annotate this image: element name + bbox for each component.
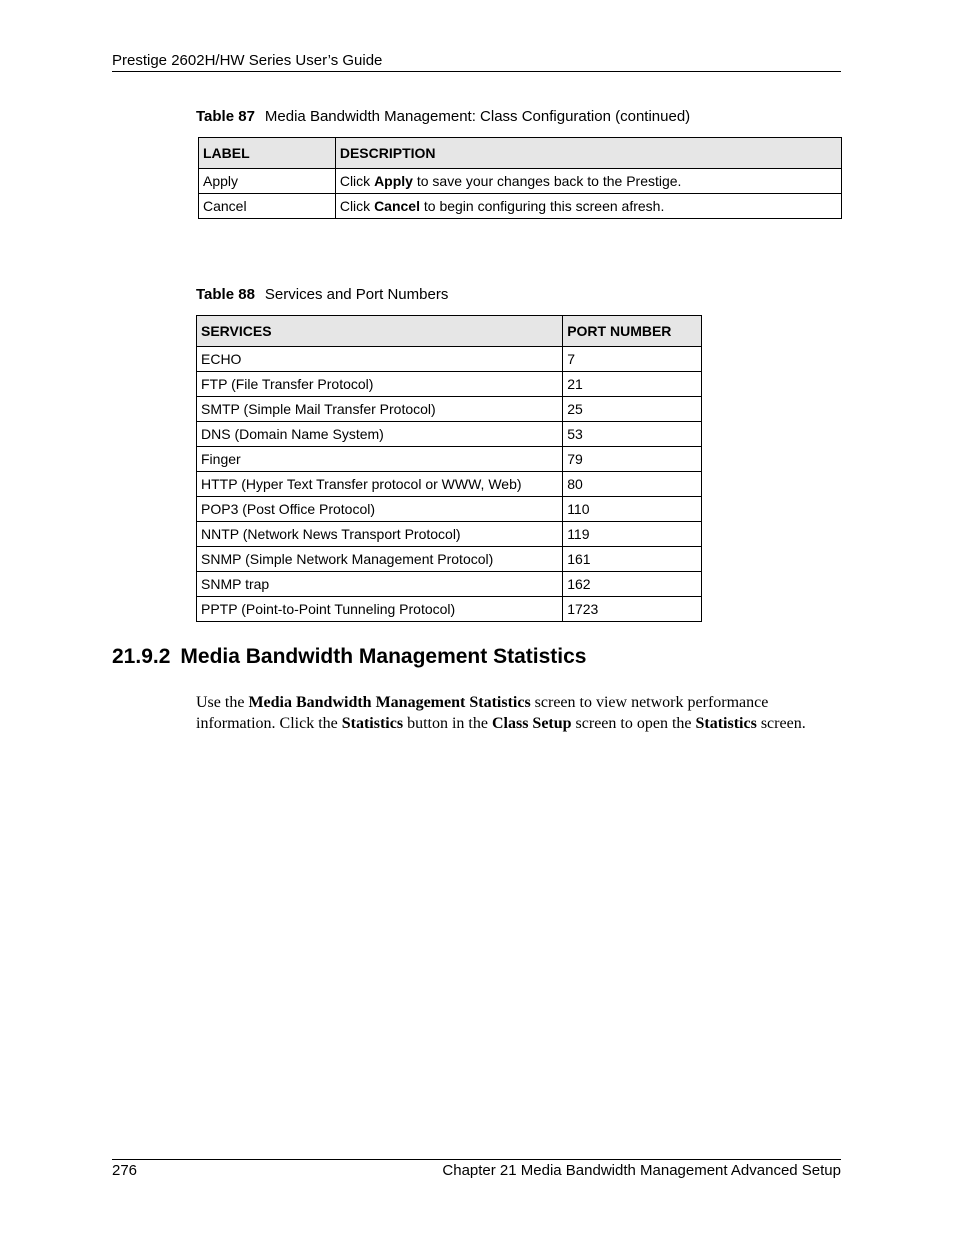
table-88 — [196, 315, 702, 622]
table-row — [199, 194, 842, 219]
paragraph-text: button in the — [403, 714, 492, 732]
port-cell: 110 — [563, 497, 702, 522]
paragraph-bold: Statistics — [695, 714, 757, 732]
port-cell: 7 — [563, 347, 702, 372]
table-row — [197, 447, 702, 472]
section-title: Media Bandwidth Management Statistics — [180, 645, 587, 668]
port-cell: 53 — [563, 422, 702, 447]
table-87 — [198, 137, 842, 219]
column-header-label: LABEL — [199, 138, 336, 169]
table-88-title: Services and Port Numbers — [264, 286, 449, 303]
port-cell: 161 — [563, 547, 702, 572]
service-cell: ECHO — [197, 347, 563, 372]
paragraph-text: screen to view network performance information. Click the — [196, 694, 769, 732]
service-cell: SMTP (Simple Mail Transfer Protocol) — [197, 397, 563, 422]
table-88-caption — [196, 286, 448, 303]
port-cell: 80 — [563, 472, 702, 497]
table-row — [197, 497, 702, 522]
table-row — [197, 547, 702, 572]
description-text: Click — [339, 173, 375, 189]
header-rule — [112, 71, 841, 72]
description-cell — [335, 194, 841, 219]
section-heading — [112, 645, 586, 669]
service-cell: POP3 (Post Office Protocol) — [197, 497, 563, 522]
port-cell: 79 — [563, 447, 702, 472]
service-cell: SNMP (Simple Network Management Protocol) — [197, 547, 563, 572]
port-cell: 21 — [563, 372, 702, 397]
description-bold: Apply — [374, 173, 413, 189]
paragraph-bold: Class Setup — [491, 714, 572, 732]
port-cell: 162 — [563, 572, 702, 597]
table-87-caption — [196, 108, 690, 125]
table-row — [199, 169, 842, 194]
service-cell: NNTP (Network News Transport Protocol) — [197, 522, 563, 547]
table-row — [197, 397, 702, 422]
paragraph-bold: Media Bandwidth Management Statistics — [248, 694, 531, 711]
description-text: to save your changes back to the Prestige. — [412, 173, 682, 189]
service-cell: DNS (Domain Name System) — [197, 422, 563, 447]
section-number: 21.9.2 — [112, 645, 171, 668]
description-cell — [335, 169, 841, 194]
table-87-number: Table 87 — [196, 108, 255, 125]
paragraph-text: Use the — [196, 694, 249, 711]
running-footer: Chapter 21 Media Bandwidth Management Advanced Setup — [442, 1162, 841, 1179]
table-87-title: Media Bandwidth Management: Class Configuration (continued) — [264, 108, 691, 125]
description-text: Click — [339, 198, 375, 214]
body-paragraph — [196, 693, 841, 734]
description-bold: Cancel — [374, 198, 420, 214]
service-cell: Finger — [197, 447, 563, 472]
paragraph-bold: Statistics — [341, 714, 404, 732]
label-cell: Cancel — [199, 194, 336, 219]
service-cell: HTTP (Hyper Text Transfer protocol or WWW, Web) — [197, 472, 563, 497]
page-number: 276 — [112, 1162, 138, 1179]
footer-rule — [112, 1159, 841, 1160]
column-header-services: SERVICES — [197, 316, 563, 347]
paragraph-text: screen to open the — [571, 714, 696, 732]
table-row — [197, 472, 702, 497]
table-row — [197, 372, 702, 397]
service-cell: SNMP trap — [197, 572, 563, 597]
table-row — [197, 572, 702, 597]
table-row — [197, 347, 702, 372]
running-header: Prestige 2602H/HW Series User’s Guide — [112, 52, 383, 69]
table-row — [197, 522, 702, 547]
table-header-row — [199, 138, 842, 169]
table-88-number: Table 88 — [196, 286, 255, 303]
column-header-port-number: PORT NUMBER — [563, 316, 702, 347]
label-cell: Apply — [199, 169, 336, 194]
port-cell: 25 — [563, 397, 702, 422]
port-cell: 1723 — [563, 597, 702, 622]
table-header-row — [197, 316, 702, 347]
service-cell: PPTP (Point-to-Point Tunneling Protocol) — [197, 597, 563, 622]
column-header-description: DESCRIPTION — [335, 138, 841, 169]
paragraph-text: screen. — [756, 714, 806, 732]
service-cell: FTP (File Transfer Protocol) — [197, 372, 563, 397]
port-cell: 119 — [563, 522, 702, 547]
table-row — [197, 597, 702, 622]
table-row — [197, 422, 702, 447]
description-text: to begin configuring this screen afresh. — [419, 198, 665, 214]
